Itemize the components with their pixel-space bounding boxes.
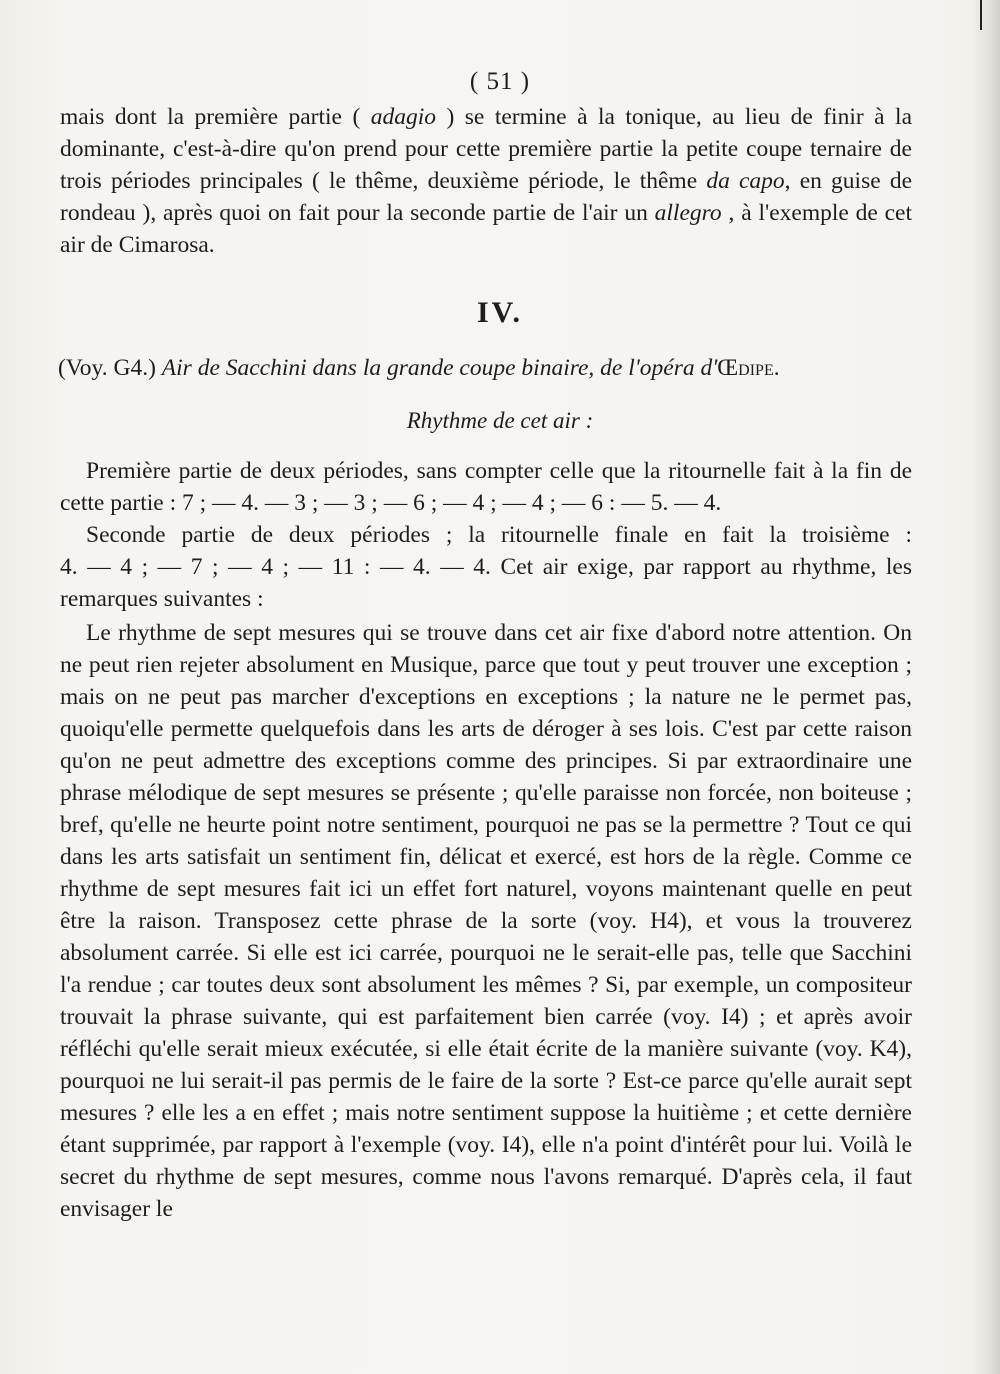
page-number: ( 51 ) xyxy=(469,68,531,95)
first-part-text: Première partie de deux périodes, sans compter celle que la ritournelle fait à la fin de cette partie : xyxy=(60,458,912,516)
air-title-text: Air de Sacchini dans la grande coupe binaire, de l'opéra d' xyxy=(161,355,718,381)
intro-text-3: , en guise de rondeau ), après quoi on fait pour la seconde partie de l'air un xyxy=(60,168,913,226)
rhythm-heading: Rhythme de cet air : xyxy=(406,408,594,433)
section-heading: IV. xyxy=(477,296,523,329)
air-opera-name: Œdipe. xyxy=(717,355,780,381)
intro-adagio: adagio xyxy=(370,104,437,130)
remarks-text: Cet air exige, par rapport au rhythme, les remarques suivantes : xyxy=(60,554,913,612)
page-edge-mark xyxy=(980,0,982,30)
rhythm-section xyxy=(60,455,912,615)
second-part-sequence: 4. — 4 ; — 7 ; — 4 ; — 11 : — 4. — 4. xyxy=(60,554,491,580)
second-part-text: Seconde partie de deux périodes ; la ritournelle finale en fait la troisième : xyxy=(86,522,912,548)
first-part-sequence: 7 ; — 4. — 3 ; — 3 ; — 6 ; — 4 ; — 4 ; — 6 : — 5. — 4. xyxy=(182,490,722,516)
binding-shadow xyxy=(972,0,1000,1374)
intro-text-1: mais dont la première partie ( xyxy=(60,104,361,130)
air-title xyxy=(58,352,918,384)
air-reference: (Voy. G4.) xyxy=(58,355,156,381)
intro-da-capo: da capo xyxy=(706,168,785,194)
first-part-paragraph xyxy=(60,455,912,519)
body-section xyxy=(60,617,912,1225)
intro-text-2: ) se termine à la tonique, au lieu de finir à la dominante, c'est-à-dire qu'on prend pour cette première partie la petite coupe ternaire de trois périodes principales ( le thême, deuxième période, le thême xyxy=(60,104,912,194)
intro-paragraph xyxy=(60,101,912,261)
intro-text-4: à l'exemple de cet air de Cimarosa. xyxy=(60,200,913,258)
intro-allegro: allegro , xyxy=(654,200,735,226)
second-part-paragraph xyxy=(60,519,912,615)
body-paragraph: Le rhythme de sept mesures qui se trouve dans cet air fixe d'abord notre attention. On ne peut rien rejeter absolument en Musique, parce que tout y peut trouver une exception ; mais on ne peut pas marcher d'exceptions en exceptions ; la nature ne le permet pas, quoiqu'elle permette quelquefois dans les arts de déroger à ses lois. C'est par cette raison qu'on ne peut admettre des exceptions comme des principes. Si par extraordinaire une phrase mélodique de sept mesures se présente ; qu'elle paraisse non forcée, non boiteuse ; bref, qu'elle ne heurte point notre sentiment, pourquoi ne pas se la permettre ? Tout ce qui dans les arts satisfait un sentiment fin, délicat et exercé, est hors de la règle. Comme ce rhythme de sept mesures fait ici un effet fort naturel, voyons maintenant quelle en peut être la raison. Transposez cette phrase de la sorte (voy. H4), et vous la trouverez absolument carrée. Si elle est ici carrée, pourquoi ne le serait-elle pas, telle que Sacchini l'a rendue ; car toutes deux sont absolument les mêmes ? Si, par exemple, un compositeur trouvait la phrase suivante, qui est parfaitement bien carrée (voy. I4) ; et après avoir réfléchi qu'elle serait mieux exécutée, si elle était écrite de la manière suivante (voy. K4), pourquoi ne lui serait-il pas permis de le faire de la sorte ? Est-ce parce qu'elle aurait sept mesures ? elle les a en effet ; mais notre sentiment suppose la huitième ; et cette dernière étant supprimée, par rapport à l'exemple (voy. I4), elle n'a point d'intérêt pour lui. Voilà le secret du rhythme de sept mesures, comme nous l'avons remarqué. D'après cela, il faut envisager le xyxy=(60,620,912,1222)
